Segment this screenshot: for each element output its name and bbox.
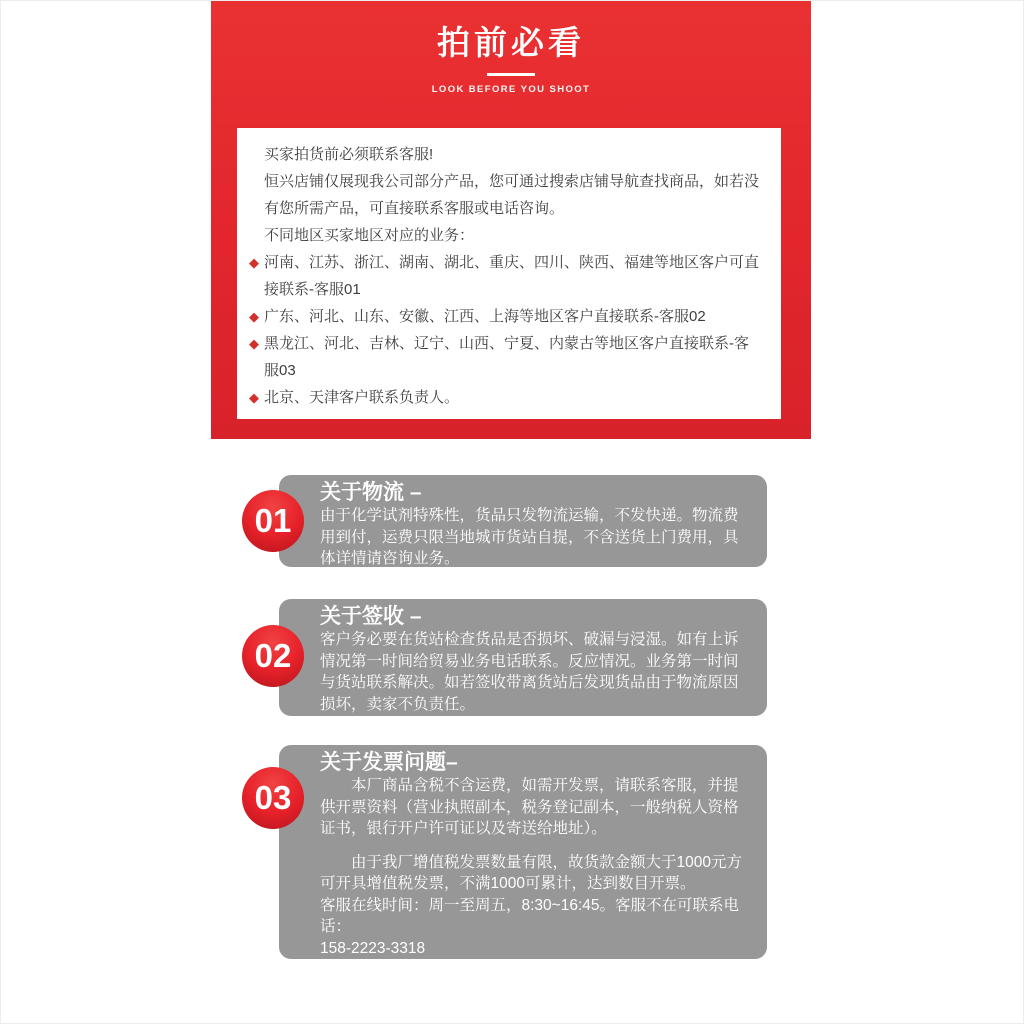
section-logistics xyxy=(279,475,767,567)
section-number: 03 xyxy=(254,779,292,816)
section-number-badge xyxy=(242,490,304,552)
section-paragraph: 本厂商品含税不含运费，如需开发票，请联系客服，并提供开票资料（营业执照副本，税务登记副本，一般纳税人资格证书，银行开户许可证以及寄送给地址）。 xyxy=(320,777,739,837)
section-number: 01 xyxy=(254,502,292,539)
section-paragraph: 由于我厂增值税发票数量有限，故货款金额大于1000元方可开具增值税发票，不满1000可累计，达到数目开票。 xyxy=(320,853,742,892)
diamond-icon: ◆ xyxy=(249,309,259,324)
notice-card xyxy=(237,128,781,419)
diamond-icon: ◆ xyxy=(249,336,259,351)
section-title: 关于签收 – xyxy=(320,605,422,628)
diamond-icon: ◆ xyxy=(249,390,259,405)
section-number: 02 xyxy=(254,637,292,674)
region-bullet-item xyxy=(249,330,761,384)
region-bullet-item xyxy=(249,384,761,411)
section-paragraph: 客服在线时间：周一至周五，8:30~16:45。客服不在可联系电话： xyxy=(320,896,740,935)
notice-intro-line: 不同地区买家地区对应的业务： xyxy=(264,227,475,244)
diamond-icon: ◆ xyxy=(249,255,259,270)
section-invoice xyxy=(279,745,767,1000)
banner-subtitle: LOOK BEFORE YOU SHOOT xyxy=(431,84,591,95)
section-title: 关于物流 – xyxy=(320,481,422,504)
section-paragraph: 客户务必要在货站检查货品是否损坏、破漏与浸湿。如有上诉情况第一时间给贸易业务电话联系。反应情况。业务第一时间与货站联系解决。如若签收带离货站后发现货品由于物流原因损坏，卖家不负责任。 xyxy=(320,631,739,713)
region-bullet-text: 北京、天津客户联系负责人。 xyxy=(264,389,460,406)
section-signoff xyxy=(279,599,767,716)
banner-divider xyxy=(487,73,535,76)
section-paragraph: 由于化学试剂特殊性，货品只发物流运输，不发快递。物流费用到付，运费只限当地城市货站自提，不含送货上门费用，具体详情请咨询业务。 xyxy=(320,507,739,567)
region-bullet-text: 广东、河北、山东、安徽、江西、上海等地区客户直接联系-客服02 xyxy=(264,308,706,325)
notice-intro-line: 买家拍货前必须联系客服! xyxy=(264,146,434,163)
section-title: 关于发票问题– xyxy=(320,751,458,774)
region-bullet-item xyxy=(249,303,761,330)
section-number-badge xyxy=(242,767,304,829)
section-number-badge xyxy=(242,625,304,687)
region-bullet-text: 黑龙江、河北、吉林、辽宁、山西、宁夏、内蒙古等地区客户直接联系-客服03 xyxy=(264,335,749,379)
banner-title: 拍前必看 xyxy=(437,24,585,61)
region-bullet-text: 河南、江苏、浙江、湖南、湖北、重庆、四川、陕西、福建等地区客户可直接联系-客服01 xyxy=(264,254,760,298)
region-bullet-item xyxy=(249,249,761,303)
service-phone: 158-2223-3318 xyxy=(320,939,426,957)
section-paragraph: 说明：本站所有货物均为含税不含运费价格，如需开票请联系客服。 xyxy=(320,961,739,1000)
notice-intro-line: 恒兴店铺仅展现我公司部分产品，您可通过搜索店铺导航查找商品，如若没有您所需产品，可直接联系客服或电话咨询。 xyxy=(264,173,760,217)
